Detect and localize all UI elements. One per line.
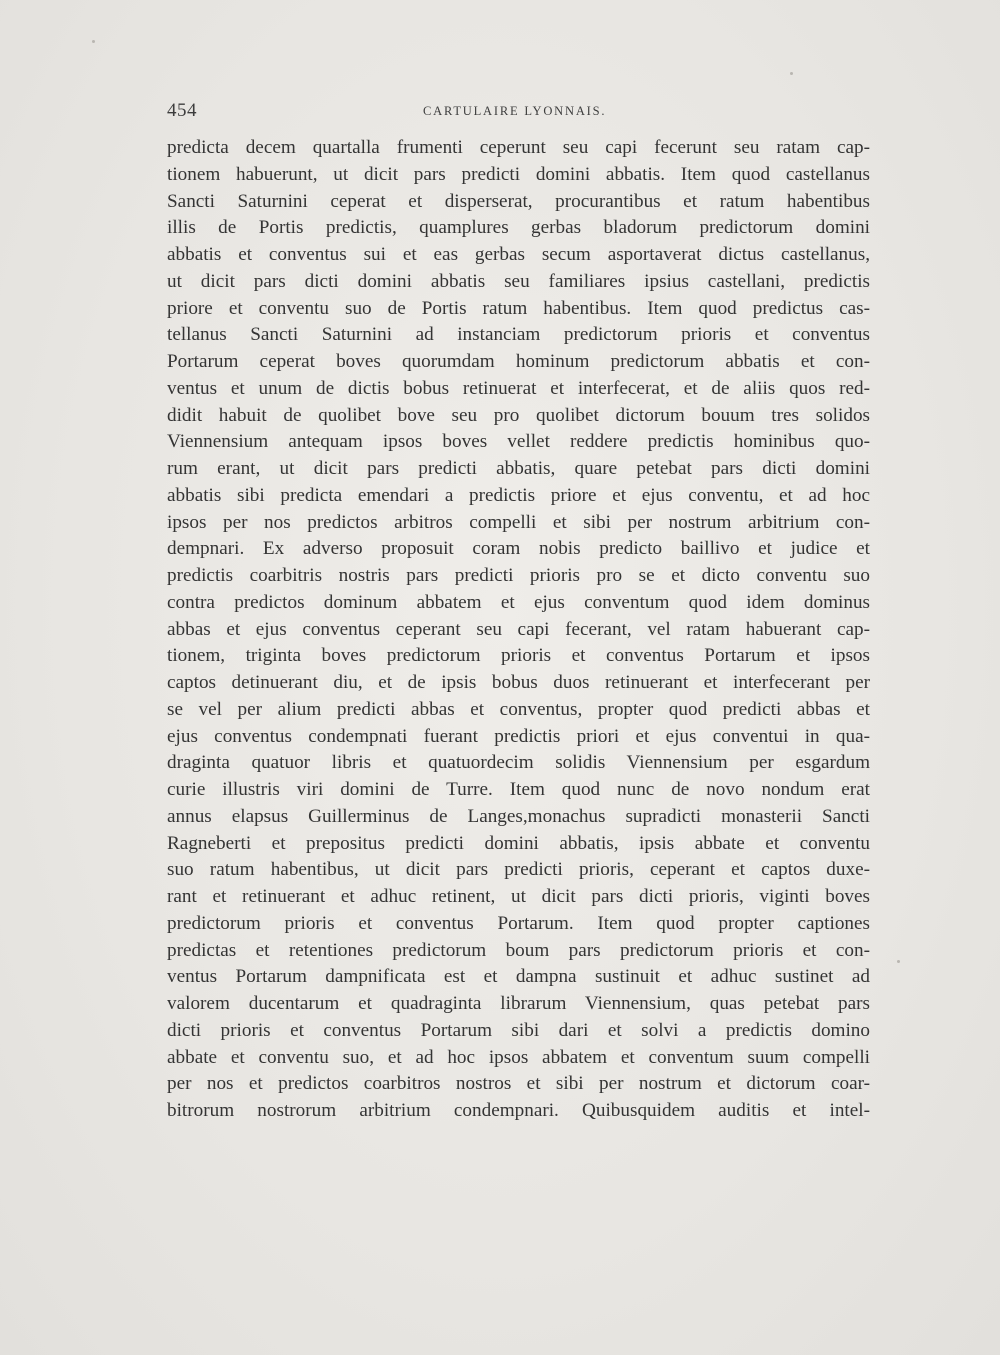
text-line: illis de Portis predictis, quamplures gerbas bladorum predictorum domini <box>167 217 870 239</box>
text-line: abbas et ejus conventus ceperant seu capi fecerant, vel ratam habuerant cap- <box>167 618 870 640</box>
text-line: tionem habuerunt, ut dicit pars predicti domini abbatis. Item quod castellanus <box>167 163 870 185</box>
text-line: Sancti Saturnini ceperat et disperserat, procurantibus et ratum habentibus <box>167 190 870 212</box>
text-line: Ragneberti et prepositus predicti domini abbatis, ipsis abbate et conventu <box>167 832 870 854</box>
text-line: ut dicit pars dicti domini abbatis seu familiares ipsius castellani, predictis <box>167 270 870 292</box>
text-line: predictorum prioris et conventus Portarum. Item quod propter captiones <box>167 912 870 934</box>
text-line: ventus Portarum dampnificata est et dampna sustinuit et adhuc sustinet ad <box>167 966 870 988</box>
text-line: abbatis sibi predicta emendari a predictis priore et ejus conventu, et ad hoc <box>167 484 870 506</box>
text-line: bitrorum nostrorum arbitrium condempnari. Quibusquidem auditis et intel- <box>167 1100 870 1121</box>
text-line: priore et conventu suo de Portis ratum habentibus. Item quod predictus cas- <box>167 297 870 319</box>
text-line: suo ratum habentibus, ut dicit pars predicti prioris, ceperant et captos duxe- <box>167 859 870 881</box>
text-line: dempnari. Ex adverso proposuit coram nobis predicto baillivo et judice et <box>167 538 870 560</box>
text-line: rum erant, ut dicit pars predicti abbatis, quare petebat pars dicti domini <box>167 458 870 479</box>
text-line: captos detinuerant diu, et de ipsis bobus duos retinuerant et interfecerant per <box>167 672 870 693</box>
text-line: dicti prioris et conventus Portarum sibi dari et solvi a predictis domino <box>167 1019 870 1041</box>
text-line: Viennensium antequam ipsos boves vellet reddere predictis hominibus quo- <box>167 431 870 453</box>
text-line: didit habuit de quolibet bove seu pro quolibet dictorum bouum tres solidos <box>167 404 870 426</box>
text-line: se vel per alium predicti abbas et conventus, propter quod predicti abbas et <box>167 698 870 720</box>
text-line: predicta decem quartalla frumenti ceperunt seu capi fecerunt seu ratam cap- <box>167 137 870 158</box>
text-line: per nos et predictos coarbitros nostros et sibi per nostrum et dictorum coar- <box>167 1073 870 1095</box>
page-number: 454 <box>167 100 197 121</box>
text-line: Portarum ceperat boves quorumdam hominum predictorum abbatis et con- <box>167 351 870 372</box>
paper-speck <box>790 72 793 75</box>
text-line: abbatis et conventus sui et eas gerbas secum asportaverat dictus castellanus, <box>167 244 870 265</box>
text-line: curie illustris viri domini de Turre. Item quod nunc de novo nondum erat <box>167 779 870 800</box>
text-line: predictas et retentiones predictorum boum pars predictorum prioris et con- <box>167 939 870 961</box>
body-text <box>167 135 870 1125</box>
text-line: predictis coarbitris nostris pars predicti prioris pro se et dicto conventu suo <box>167 565 870 586</box>
text-line: rant et retinuerant et adhuc retinent, ut dicit pars dicti prioris, viginti boves <box>167 886 870 907</box>
text-line: tellanus Sancti Saturnini ad instanciam predictorum prioris et conventus <box>167 324 870 346</box>
text-line: contra predictos dominum abbatem et ejus conventum quod idem dominus <box>167 591 870 613</box>
paper-speck <box>897 960 900 963</box>
text-line: abbate et conventu suo, et ad hoc ipsos abbatem et conventum suum compelli <box>167 1046 870 1068</box>
paper-speck <box>92 40 95 43</box>
text-line: ipsos per nos predictos arbitros compelli et sibi per nostrum arbitrium con- <box>167 511 870 533</box>
text-line: ejus conventus condempnati fuerant predictis priori et ejus conventui in qua- <box>167 725 870 747</box>
page-header <box>167 98 870 128</box>
text-line: valorem ducentarum et quadraginta librarum Viennensium, quas petebat pars <box>167 993 870 1014</box>
text-line: draginta quatuor libris et quatuordecim solidis Viennensium per esgardum <box>167 752 870 774</box>
text-line: ventus et unum de dictis bobus retinuerat et interfecerat, et de aliis quos red- <box>167 377 870 399</box>
text-line: tionem, triginta boves predictorum prioris et conventus Portarum et ipsos <box>167 645 870 667</box>
running-head: CARTULAIRE LYONNAIS. <box>423 104 607 118</box>
text-line: annus elapsus Guillerminus de Langes,monachus supradicti monasterii Sancti <box>167 805 870 827</box>
